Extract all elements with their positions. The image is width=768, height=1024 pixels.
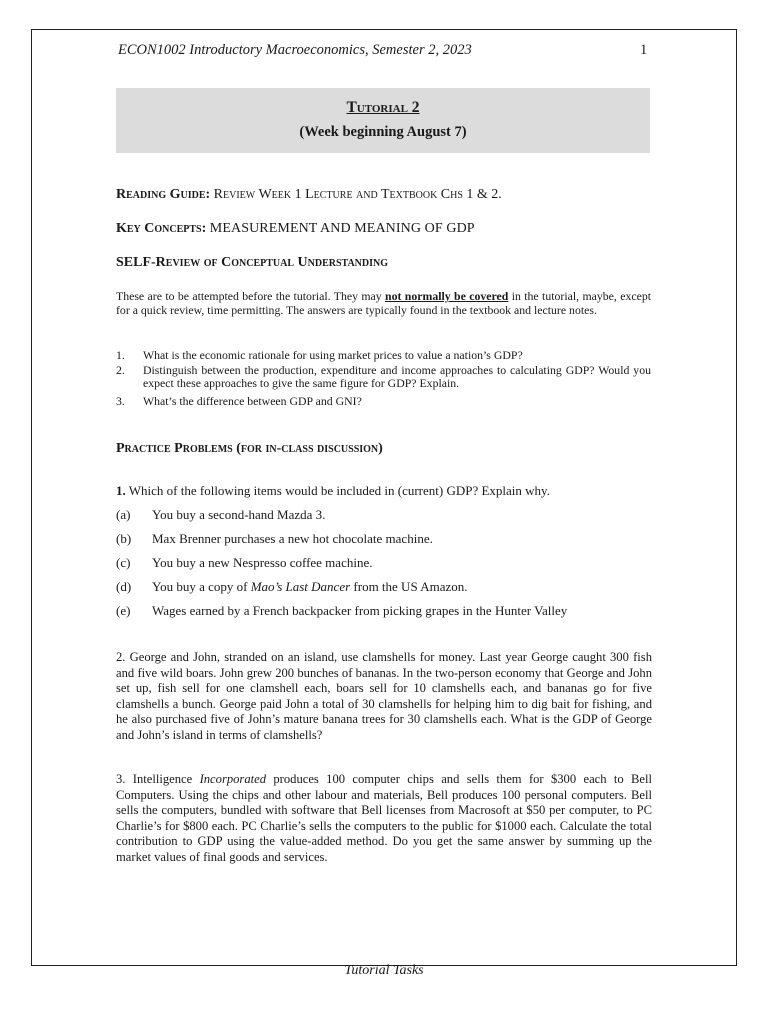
option-a <box>116 507 325 523</box>
option-text: You buy a second-hand Mazda 3. <box>152 507 326 522</box>
tutorial-week: (Week beginning August 7) <box>299 124 467 140</box>
intro-text-a: These are to be attempted before the tutorial. They may <box>116 289 386 303</box>
page-footer: Tutorial Tasks <box>344 963 424 978</box>
problem-1 <box>116 483 550 499</box>
title-banner <box>116 88 650 153</box>
practice-problems-heading: Practice Problems (for in-class discussion) <box>116 441 383 456</box>
book-title: Mao’s Last Dancer <box>250 579 351 594</box>
problem-2: 2. George and John, stranded on an island, use clamshells for money. Last year George caught 300 fish and five wild boars. John grew 200 bunches of bananas. In the two-person economy that George and John set up, fish sell for one clamshell each, boars sell for 10 clamshells each, and bananas go for five clamshells a bunch. George paid John a total of 30 clamshells for helping him to dig bait for fishing, and he also purchased five of John’s mature banana trees for 30 clamshells each. What is the GDP of George and John’s island in terms of clamshells? <box>116 650 652 742</box>
intro-text-b: in the tutorial, maybe, except for a quick review, time permitting. The answers are typically found in the textbook and lecture notes. <box>116 289 651 317</box>
question-text: Distinguish between the production, expenditure and income approaches to calculating GDP? Would you expect these approaches to give the same figure for GDP? Explain. <box>143 363 651 391</box>
question-number: 2. <box>116 363 125 377</box>
question-number: 3. <box>116 394 125 408</box>
problem-3-text-b: produces 100 computer chips and sells them for $300 each to Bell Computers. Using the chips and other labour and materials, Bell produces 100 personal computers. Bell sells the computers, bundled with software that Bell licenses from Macrosoft at $50 per computer, to PC Charlie’s for $800 each. PC Charlie’s sells the computers to the public for $1000 each. Calculate the total contribution to GDP using the value-added method. Do you get the same answer by summing up the market values of final goods and services. <box>116 772 652 864</box>
option-e <box>116 603 567 619</box>
review-question-2 <box>116 364 651 391</box>
self-review-heading: SELF-Review of Conceptual Understanding <box>116 255 389 270</box>
option-label: (e) <box>116 603 131 618</box>
question-number: 1. <box>116 348 125 362</box>
reading-guide-label: Reading Guide: <box>116 187 211 202</box>
option-text: You buy a new Nespresso coffee machine. <box>152 555 373 570</box>
intro-emphasis: not normally be covered <box>385 289 509 303</box>
option-label: (a) <box>116 507 131 522</box>
question-text: What’s the difference between GDP and GNI? <box>143 394 362 408</box>
problem-3-italic: Incorporated <box>199 772 267 786</box>
reading-guide <box>116 187 502 203</box>
tutorial-title: Tutorial 2 <box>346 99 420 116</box>
option-text: Max Brenner purchases a new hot chocolate machine. <box>152 531 433 546</box>
review-question-1 <box>116 349 651 362</box>
problem-3-text-a: 3. Intelligence <box>116 772 200 786</box>
option-text-a: You buy a copy of <box>152 579 251 594</box>
page-number: 1 <box>640 42 648 58</box>
problem-1-text: Which of the following items would be included in (current) GDP? Explain why. <box>128 483 550 498</box>
option-text: Wages earned by a French backpacker from picking grapes in the Hunter Valley <box>152 603 568 618</box>
key-concepts-text: MEASUREMENT AND MEANING OF GDP <box>209 221 475 236</box>
key-concepts <box>116 221 475 237</box>
problem-1-number: 1. <box>116 483 126 498</box>
problem-3 <box>116 772 652 866</box>
option-b <box>116 531 433 547</box>
option-c <box>116 555 372 571</box>
course-header: ECON1002 Introductory Macroeconomics, Semester 2, 2023 <box>118 42 472 58</box>
self-review-intro <box>116 290 651 317</box>
option-text-b: from the US Amazon. <box>350 579 468 594</box>
reading-guide-text: Review Week 1 Lecture and Textbook Chs 1 & 2. <box>213 187 502 202</box>
option-d <box>116 579 468 595</box>
review-question-3 <box>116 395 651 408</box>
option-label: (d) <box>116 579 132 594</box>
key-concepts-label: Key Concepts: <box>116 221 207 236</box>
option-label: (b) <box>116 531 132 546</box>
question-text: What is the economic rationale for using market prices to value a nation’s GDP? <box>143 348 523 362</box>
option-label: (c) <box>116 555 131 570</box>
